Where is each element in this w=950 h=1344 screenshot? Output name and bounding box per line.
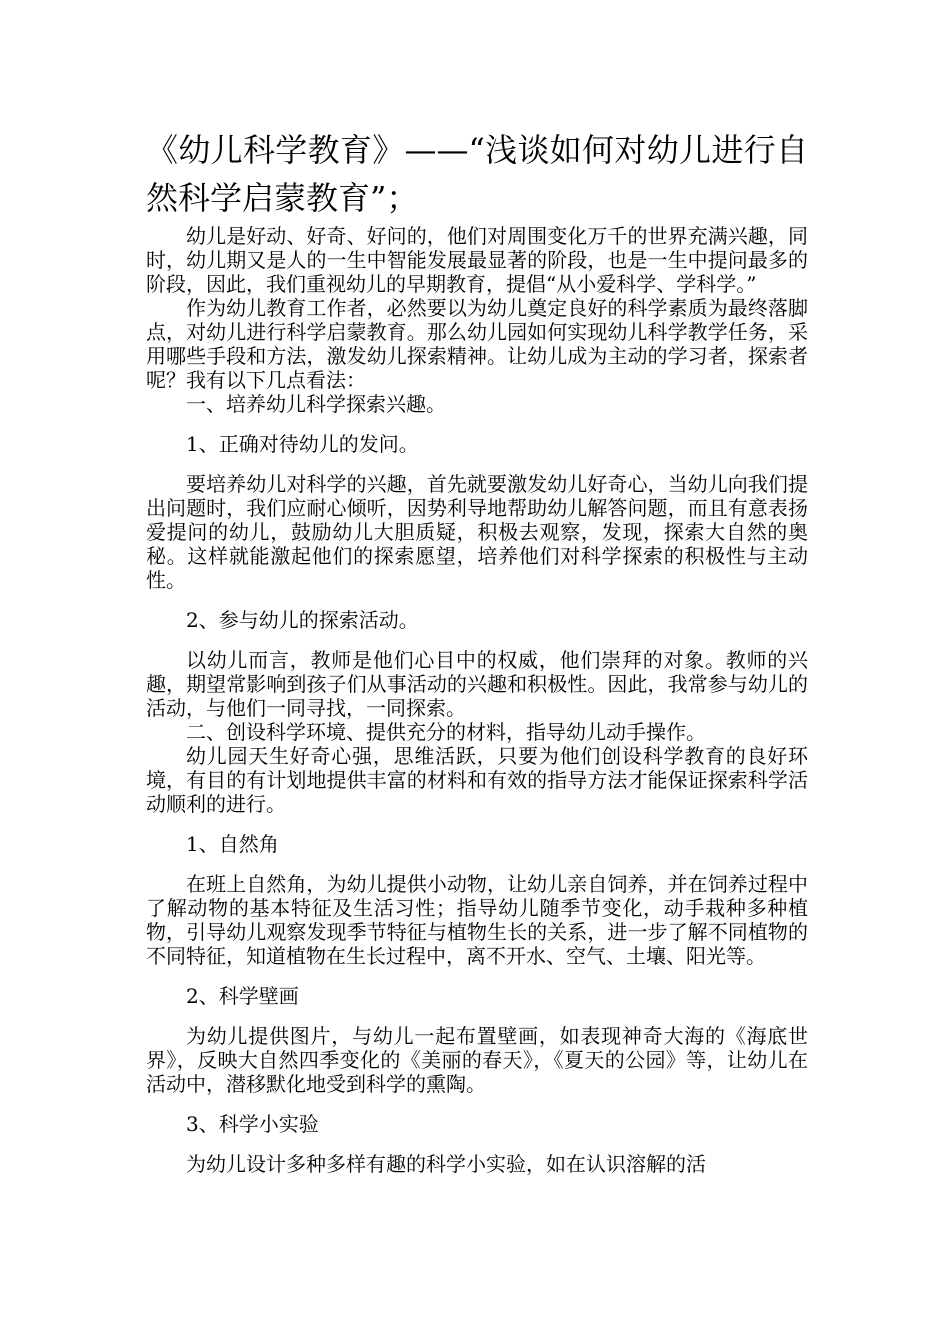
paragraph-experiments: 为幼儿设计多种多样有趣的科学小实验，如在认识溶解的活 xyxy=(186,1152,706,1176)
paragraph-murals: 为幼儿提供图片，与幼儿一起布置壁画，如表现神奇大海的《海底世界》，反映大自然四季变化的《美丽的春天》，《夏天的公园》等，让幼儿在活动中，潜移默化地受到科学的熏陶。 xyxy=(146,1024,808,1096)
paragraph-questions: 要培养幼儿对科学的兴趣，首先就要激发幼儿好奇心，当幼儿向我们提出问题时，我们应耐心倾听，因势利导地帮助幼儿解答问题，而且有意表扬爱提问的幼儿，鼓励幼儿大胆质疑，积极去观察，发现，探索大自然的奥秘。这样就能激起他们的探索愿望，培养他们对科学探索的积极性与主动性。 xyxy=(146,472,808,592)
document-title: 《幼儿科学教育》——“浅谈如何对幼儿进行自然科学启蒙教育”； xyxy=(146,131,808,217)
subheading-2-1: 1、自然角 xyxy=(186,832,279,856)
paragraph-nature-corner: 在班上自然角，为幼儿提供小动物，让幼儿亲自饲养，并在饲养过程中了解动物的基本特征及生活习性；指导幼儿随季节变化，动手栽种多种植物，引导幼儿观察发现季节特征与植物生长的关系，进一步了解不同植物的不同特征，知道植物在生长过程中，离不开水、空气、土壤、阳光等。 xyxy=(146,872,808,968)
paragraph-participation: 以幼儿而言，教师是他们心目中的权威，他们崇拜的对象。教师的兴趣，期望常影响到孩子们从事活动的兴趣和积极性。因此，我常参与幼儿的活动，与他们一同寻找，一同探索。 xyxy=(146,648,808,720)
section-heading-2: 二、创设科学环境、提供充分的材料，指导幼儿动手操作。 xyxy=(186,720,706,744)
subheading-1-1: 1、正确对待幼儿的发问。 xyxy=(186,432,419,456)
section-heading-1: 一、培养幼儿科学探索兴趣。 xyxy=(186,392,446,416)
subheading-1-2: 2、参与幼儿的探索活动。 xyxy=(186,608,419,632)
document-body xyxy=(146,126,808,1176)
paragraph-educator-role: 作为幼儿教育工作者，必然要以为幼儿奠定良好的科学素质为最终落脚点，对幼儿进行科学启蒙教育。那么幼儿园如何实现幼儿科学教学任务，采用哪些手段和方法，激发幼儿探索精神。让幼儿成为主动的学习者，探索者呢？我有以下几点看法： xyxy=(146,296,808,392)
paragraph-environment: 幼儿园天生好奇心强，思维活跃，只要为他们创设科学教育的良好环境，有目的有计划地提供丰富的材料和有效的指导方法才能保证探索科学活动顺利的进行。 xyxy=(146,744,808,816)
subheading-2-2: 2、科学壁画 xyxy=(186,984,299,1008)
subheading-2-3: 3、科学小实验 xyxy=(186,1112,319,1136)
paragraph-intro: 幼儿是好动、好奇、好问的，他们对周围变化万千的世界充满兴趣，同时，幼儿期又是人的一生中智能发展最显著的阶段，也是一生中提问最多的阶段，因此，我们重视幼儿的早期教育，提倡“从小爱科学、学科学。” xyxy=(146,224,808,296)
